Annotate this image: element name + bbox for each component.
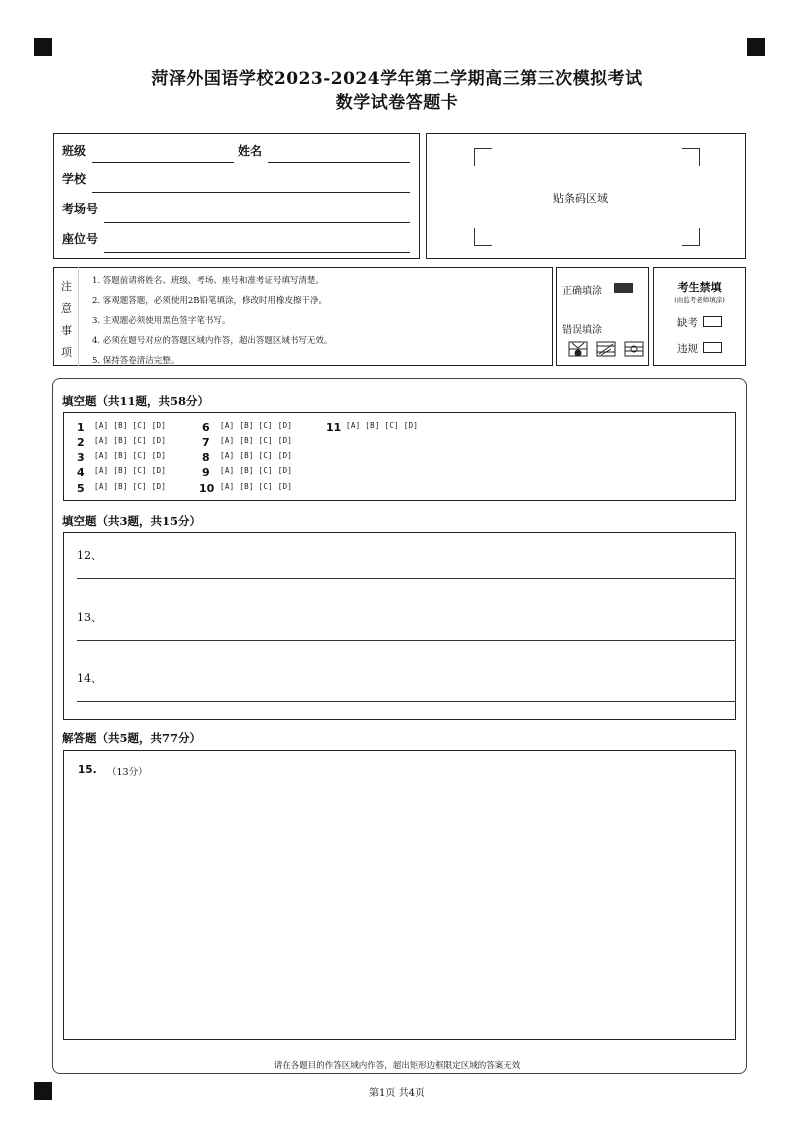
- proctor-title: 考生禁填: [677, 281, 722, 294]
- question-number: 9: [202, 466, 210, 479]
- question-number: 7: [202, 436, 210, 449]
- page-subtitle: 数学试卷答题卡: [335, 93, 459, 113]
- answer-options[interactable]: [A] [B] [C] [D]: [94, 482, 167, 491]
- page-title: 菏泽外国语学校2023-2024学年第二学期高三第三次模拟考试: [151, 69, 643, 89]
- blank-question-number: 14、: [77, 672, 102, 685]
- notice-side-3: 事: [61, 324, 72, 337]
- question-number: 8: [202, 451, 210, 464]
- footer-warning: 请在各题目的作答区域内作答，超出矩形边框限定区域的答案无效: [273, 1061, 521, 1071]
- question-number: 2: [77, 436, 85, 449]
- notice-side-2: 意: [61, 302, 72, 315]
- absent-checkbox[interactable]: [703, 316, 722, 327]
- question-number: 4: [77, 466, 85, 479]
- page-number: 第1页 共4页: [369, 1088, 425, 1099]
- question-number: 1: [77, 421, 85, 434]
- answer-options[interactable]: [A] [B] [C] [D]: [94, 436, 167, 445]
- answer-line[interactable]: [77, 640, 736, 641]
- barcode-corner-tr: [682, 148, 700, 166]
- wrong-fill-samples: [566, 340, 646, 360]
- proctor-subtitle: (由监考老师填涂): [674, 296, 725, 304]
- question-number: 5: [77, 482, 85, 495]
- violation-label: 违规: [677, 343, 698, 355]
- barcode-label: 贴条码区域: [553, 192, 608, 205]
- answer-options[interactable]: [A] [B] [C] [D]: [220, 421, 293, 430]
- seat-field[interactable]: [104, 252, 410, 253]
- blank-question-number: 12、: [77, 549, 102, 562]
- name-field[interactable]: [268, 162, 410, 163]
- section3-title: 解答题（共5题，共77分）: [62, 731, 202, 745]
- name-label: 姓名: [238, 144, 263, 158]
- wrong-fill-sample: [597, 342, 615, 356]
- fill-blank-box: [63, 532, 736, 720]
- q15-number: 15.: [78, 764, 97, 776]
- q15-answer-box[interactable]: [63, 750, 736, 1040]
- question-number: 3: [77, 451, 85, 464]
- room-field[interactable]: [104, 222, 410, 223]
- blank-question-number: 13、: [77, 611, 102, 624]
- corner-marker-top-left: [34, 38, 52, 56]
- school-field[interactable]: [92, 192, 410, 193]
- violation-checkbox[interactable]: [703, 342, 722, 353]
- answer-options[interactable]: [A] [B] [C] [D]: [94, 451, 167, 460]
- wrong-fill-sample: [569, 342, 587, 356]
- notice-item: 2. 客观题答题，必须使用2B铅笔填涂，修改时用橡皮擦干净。: [92, 296, 327, 306]
- section1-title: 填空题（共11题，共58分）: [62, 394, 210, 408]
- question-number: 10: [199, 482, 215, 495]
- corner-marker-top-right: [747, 38, 765, 56]
- barcode-corner-br: [682, 228, 700, 246]
- absent-label: 缺考: [677, 317, 698, 329]
- question-number: 11: [326, 421, 342, 434]
- answer-options[interactable]: [A] [B] [C] [D]: [220, 451, 293, 460]
- answer-options[interactable]: [A] [B] [C] [D]: [94, 466, 167, 475]
- notice-side-1: 注: [61, 280, 72, 293]
- notice-item: 4. 必须在题号对应的答题区域内作答，超出答题区域书写无效。: [92, 336, 333, 346]
- answer-line[interactable]: [77, 701, 736, 702]
- correct-fill-sample: [614, 283, 633, 293]
- answer-options[interactable]: [A] [B] [C] [D]: [346, 421, 419, 430]
- barcode-corner-bl: [474, 228, 492, 246]
- barcode-corner-tl: [474, 148, 492, 166]
- school-label: 学校: [62, 172, 87, 186]
- seat-label: 座位号: [62, 232, 99, 246]
- answer-line[interactable]: [77, 578, 736, 579]
- notice-item: 5. 保持答卷清洁完整。: [92, 356, 180, 366]
- answer-options[interactable]: [A] [B] [C] [D]: [94, 421, 167, 430]
- notice-item: 3. 主观题必须使用黑色签字笔书写。: [92, 316, 231, 326]
- class-field[interactable]: [92, 162, 234, 163]
- correct-fill-label: 正确填涂: [562, 286, 602, 297]
- notice-divider: [78, 267, 79, 366]
- notice-item: 1. 答题前请将姓名、班级、考场、座号和准考证号填写清楚。: [92, 276, 324, 286]
- question-number: 6: [202, 421, 210, 434]
- answer-options[interactable]: [A] [B] [C] [D]: [220, 482, 293, 491]
- wrong-fill-label: 错误填涂: [562, 325, 602, 336]
- class-label: 班级: [62, 144, 87, 158]
- answer-options[interactable]: [A] [B] [C] [D]: [220, 466, 293, 475]
- section2-title: 填空题（共3题，共15分）: [62, 514, 202, 528]
- answer-options[interactable]: [A] [B] [C] [D]: [220, 436, 293, 445]
- wrong-fill-sample: [625, 342, 643, 356]
- room-label: 考场号: [62, 202, 99, 216]
- q15-score: （13分）: [107, 767, 148, 778]
- notice-side-4: 项: [61, 346, 72, 359]
- student-info-box: [53, 133, 420, 259]
